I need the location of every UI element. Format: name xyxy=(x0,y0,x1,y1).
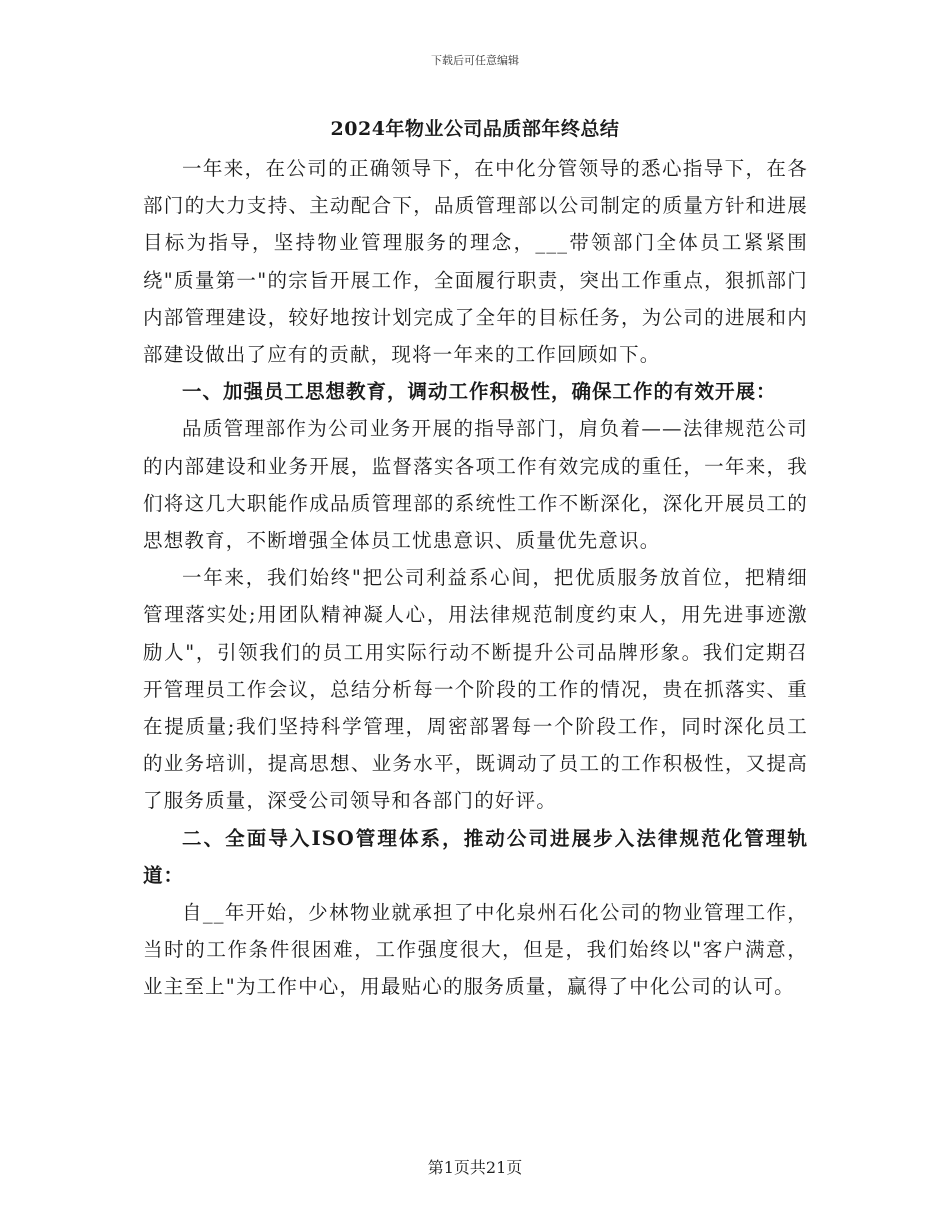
paragraph-section-1-a: 品质管理部作为公司业务开展的指导部门，肩负着——法律规范公司的内部建设和业务开展，监督落实各项工作有效完成的重任，一年来，我们将这几大职能作成品质管理部的系统性工作不断深化，深化开展员工的思想教育，不断增强全体员工忧患意识、质量优先意识。 xyxy=(143,417,808,553)
section-heading-2: 二、全面导入ISO管理体系，推动公司进展步入法律规范化管理轨道： xyxy=(143,826,808,887)
section-heading-1: 一、加强员工思想教育，调动工作积极性，确保工作的有效开展： xyxy=(182,380,777,404)
document-body xyxy=(143,150,808,1006)
document-title: 2024年物业公司品质部年终总结 xyxy=(330,118,620,140)
header-note: 下载后可任意编辑 xyxy=(431,54,519,67)
paragraph-intro: 一年来，在公司的正确领导下，在中化分管领导的悉心指导下，在各部门的大力支持、主动配合下，品质管理部以公司制定的质量方针和进展目标为指导，坚持物业管理服务的理念，___带领部门全体员工紧紧围绕"质量第一"的宗旨开展工作，全面履行职责，突出工作重点，狠抓部门内部管理建设，较好地按计划完成了全年的目标任务，为公司的进展和内部建设做出了应有的贡献，现将一年来的工作回顾如下。 xyxy=(143,157,808,367)
page-number: 第1页共21页 xyxy=(427,1158,523,1177)
paragraph-section-2-a: 自__年开始，少林物业就承担了中化泉州石化公司的物业管理工作，当时的工作条件很困难，工作强度很大，但是，我们始终以"客户满意，业主至上"为工作中心，用最贴心的服务质量，赢得了中化公司的认可。 xyxy=(143,901,808,999)
paragraph-section-1-b: 一年来，我们始终"把公司利益系心间，把优质服务放首位，把精细管理落实处;用团队精神凝人心，用法律规范制度约束人，用先进事迹激励人"，引领我们的员工用实际行动不断提升公司品牌形象。我们定期召开管理员工作会议，总结分析每一个阶段的工作的情况，贵在抓落实、重在提质量;我们坚持科学管理，周密部署每一个阶段工作，同时深化员工的业务培训，提高思想、业务水平，既调动了员工的工作积极性，又提高了服务质量，深受公司领导和各部门的好评。 xyxy=(143,566,808,813)
